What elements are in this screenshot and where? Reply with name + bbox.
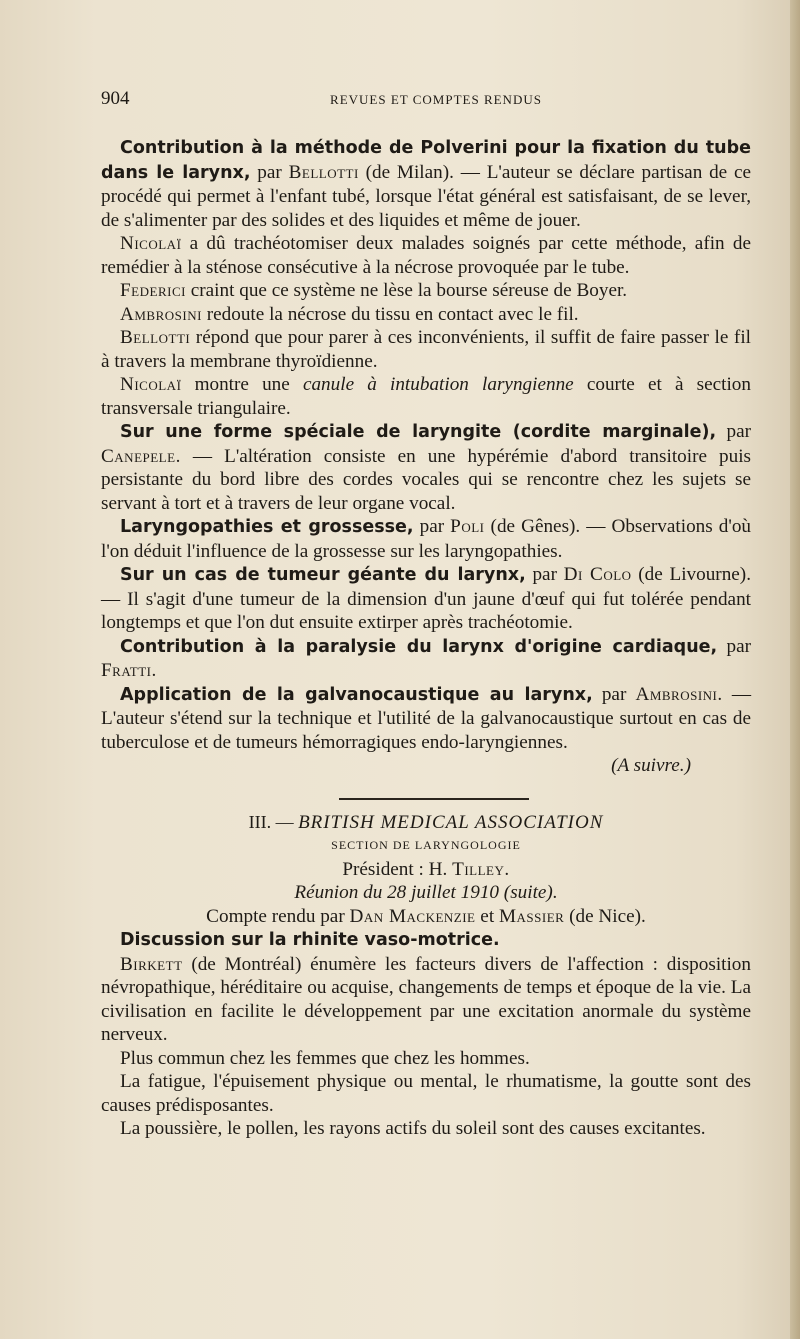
article-title: Sur une forme spéciale de laryngite (cordite marginale),: [120, 422, 717, 442]
paragraph: Sur un cas de tumeur géante du larynx, par Di Colo (de Livourne). — Il s'agit d'une tumeur de la dimension d'un jaune d'œuf qui fut tolérée pendant longtemps et que l'on dut ensuite extirper après trachéotomie.: [101, 564, 751, 633]
article-title: Laryngopathies et grossesse,: [120, 517, 414, 537]
paragraph: Laryngopathies et grossesse, par Poli (de Gênes). — Observations d'où l'on déduit l'influence de la grossesse sur les laryngopathies.: [101, 516, 752, 562]
author-name: Poli: [450, 516, 485, 537]
paragraph: Contribution à la paralysie du larynx d'origine cardiaque, par Fratti.: [101, 635, 752, 681]
article-title: Contribution à la paralysie du larynx d'origine cardiaque,: [120, 636, 718, 657]
paragraph: Bellotti répond que pour parer à ces inconvénients, il suffit de faire passer le fil à travers la membrane thyroïdienne.: [101, 327, 751, 372]
paragraph: La poussière, le pollen, les rayons actifs du soleil sont des causes excitantes.: [120, 1118, 706, 1139]
article-title: Contribution à la méthode de Polverini pour la fixation du tube dans le larynx,: [101, 138, 751, 183]
author-name: Ambrosini: [120, 303, 202, 325]
page-number: 904: [101, 88, 130, 109]
article-title: Application de la galvanocaustique au larynx,: [120, 684, 593, 705]
author-name: Bellotti: [120, 327, 191, 348]
page-edge-shadow: [790, 0, 800, 1339]
paragraph: Plus commun chez les femmes que chez les hommes.: [120, 1047, 530, 1069]
paragraph: Sur une forme spéciale de laryngite (cordite marginale), par Canepele. — L'altération consiste en une hypérémie d'abord transitoire puis persistante du bord libre des cordes vocales qui se rencontre chez les sujets se servant à tort et à travers de leur organe vocal.: [101, 421, 751, 514]
meeting-date: Réunion du 28 juillet 1910 (suite).: [294, 882, 558, 903]
paragraph: Ambrosini redoute la nécrose du tissu en contact avec le fil.: [120, 303, 579, 325]
body-text: [101, 136, 751, 1141]
section-divider: [339, 798, 529, 800]
paragraph: La fatigue, l'épuisement physique ou mental, le rhumatisme, la goutte sont des causes prédisposantes.: [101, 1071, 751, 1116]
author-name: Di Colo: [563, 564, 632, 585]
article-title: Sur un cas de tumeur géante du larynx,: [120, 565, 526, 585]
paragraph: Nicolaï montre une canule à intubation laryngienne courte et à section transversale triangulaire.: [101, 374, 751, 419]
author-name: Federici: [120, 280, 186, 301]
author-name: Bellotti: [288, 161, 359, 183]
section-subtitle: SECTION DE LARYNGOLOGIE: [331, 838, 521, 852]
italic-term: canule à intubation laryngienne: [302, 374, 574, 395]
report-credit: Compte rendu par Dan Mackenzie et Massier (de Nice).: [206, 905, 646, 927]
author-name: Birkett: [120, 953, 183, 975]
author-name: Canepele.: [101, 445, 181, 467]
author-name: Nicolaï: [120, 374, 182, 395]
president-line: Président : H. Tilley.: [342, 858, 510, 880]
section-heading: III. — BRITISH MEDICAL ASSOCIATION: [248, 811, 604, 833]
paragraph: Application de la galvanocaustique au larynx, par Ambrosini. — L'auteur s'étend sur la technique et l'utilité de la galvanocaustique surtout en cas de tuberculose et de tumeurs hémorragiques endo-laryngiennes.: [101, 683, 752, 753]
paragraph: Birkett (de Montréal) énumère les facteurs divers de l'affection : disposition névropathique, héréditaire ou acquise, changements de temps et époque de la vie. La civilisation en facilite le développement par une excitation anormale du système nerveux.: [101, 953, 751, 1045]
author-name: Ambrosini.: [635, 683, 723, 705]
paragraph: Contribution à la méthode de Polverini pour la fixation du tube dans le larynx, par Bellotti (de Milan). — L'auteur se déclare partisan de ce procédé qui permet à l'enfant tubé, lorsque l'état général est satisfaisant, de se lever, de s'alimenter par des solides et des liquides et même de jouer.: [101, 138, 752, 231]
running-title: REVUES ET COMPTES RENDUS: [330, 92, 542, 107]
discussion-title: Discussion sur la rhinite vaso-motrice.: [120, 930, 500, 950]
paragraph: Federici craint que ce système ne lèse la bourse séreuse de Boyer.: [120, 280, 628, 301]
to-be-continued: (A suivre.): [611, 755, 691, 776]
paragraph: Nicolaï a dû trachéotomiser deux malades soignés par cette méthode, afin de remédier à la sténose consécutive à la nécrose provoquée par le tube.: [101, 233, 751, 278]
author-name: Nicolaï: [120, 233, 182, 254]
author-name: Fratti.: [101, 660, 157, 681]
page-header: [101, 88, 751, 116]
